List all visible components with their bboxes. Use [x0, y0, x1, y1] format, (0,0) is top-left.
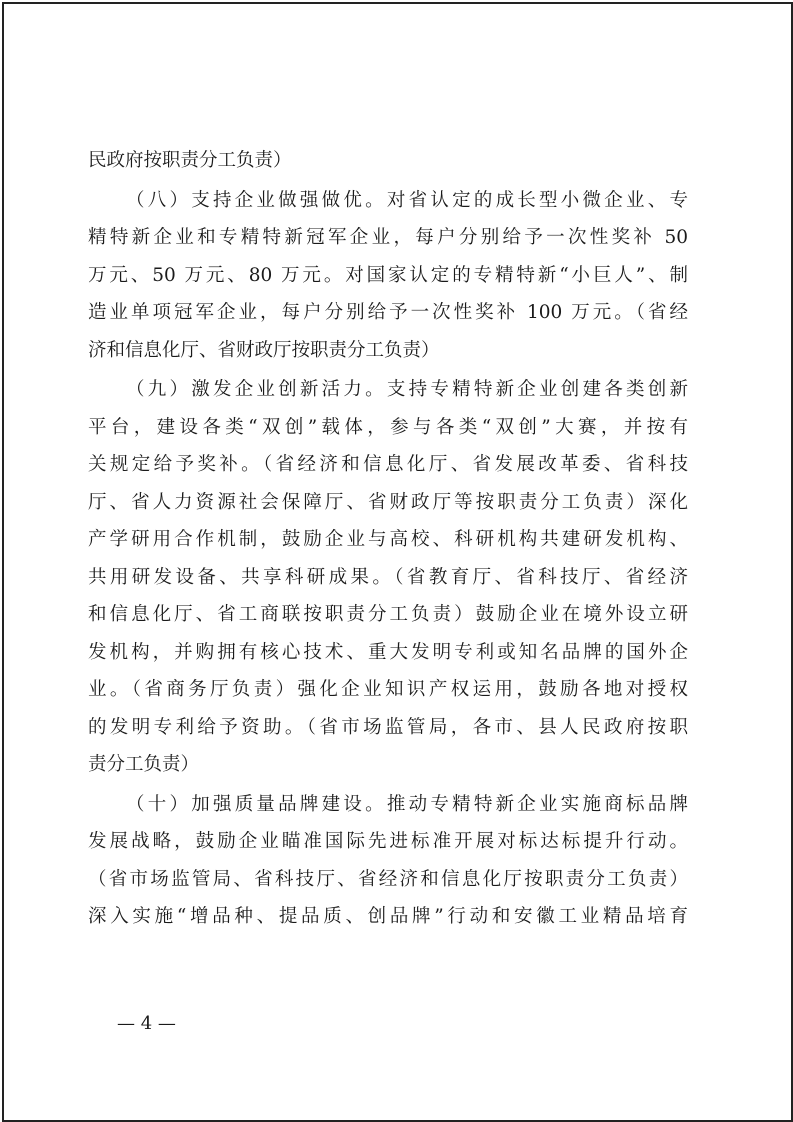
- paragraph-line: 民政府按职责分工负责）: [88, 150, 292, 171]
- section-heading-line: （八）支持企业做强做优。对省认定的成长型小微企业、专: [126, 189, 688, 211]
- paragraph-line: 厅、省人力资源社会保障厅、省财政厅等按职责分工负责）深化: [88, 491, 688, 513]
- page-number: — 4 —: [117, 1013, 176, 1034]
- paragraph-line: 济和信息化厅、省财政厅按职责分工负责）: [88, 339, 440, 361]
- section-heading-line: （九）激发企业创新活力。支持专精特新企业创建各类创新: [126, 379, 688, 400]
- section-heading-line: （十）加强质量品牌建设。推动专精特新企业实施商标品牌: [126, 793, 688, 815]
- paragraph-line: 责分工负责）: [88, 754, 200, 775]
- paragraph-line: 业。（省商务厅负责）强化企业知识产权运用，鼓励各地对授权: [88, 679, 688, 700]
- paragraph-line: 和信息化厅、省工商联按职责分工负责）鼓励企业在境外设立研: [88, 604, 688, 625]
- paragraph-line: （省市场监管局、省科技厅、省经济和信息化厅按职责分工负责）: [88, 868, 688, 890]
- paragraph-line: 发机构，并购拥有核心技术、重大发明专利或知名品牌的国外企: [88, 641, 688, 663]
- paragraph-line: 产学研用合作机制，鼓励企业与高校、科研机构共建研发机构、: [88, 529, 688, 550]
- paragraph-line: 共用研发设备、共享科研成果。（省教育厅、省科技厅、省经济: [88, 566, 688, 588]
- paragraph-line: 关规定给予奖补。（省经济和信息化厅、省发展改革委、省科技: [88, 454, 688, 475]
- paragraph-line: 精特新企业和专精特新冠军企业，每户分别给予一次性奖补 50: [88, 227, 688, 248]
- paragraph-line: 造业单项冠军企业，每户分别给予一次性奖补 100 万元。（省经: [88, 302, 688, 323]
- paragraph-line: 深入实施“增品种、提品质、创品牌”行动和安徽工业精品培育: [88, 906, 688, 927]
- paragraph-line: 的发明专利给予资助。（省市场监管局，各市、县人民政府按职: [88, 716, 688, 738]
- paragraph-line: 万元、50 万元、80 万元。对国家认定的专精特新“小巨人”、制: [88, 264, 688, 286]
- paragraph-line: 平台，建设各类“双创”载体，参与各类“双创”大赛，并按有: [88, 416, 688, 438]
- paragraph-line: 发展战略，鼓励企业瞄准国际先进标准开展对标达标提升行动。: [88, 831, 688, 852]
- document-body: [88, 142, 688, 936]
